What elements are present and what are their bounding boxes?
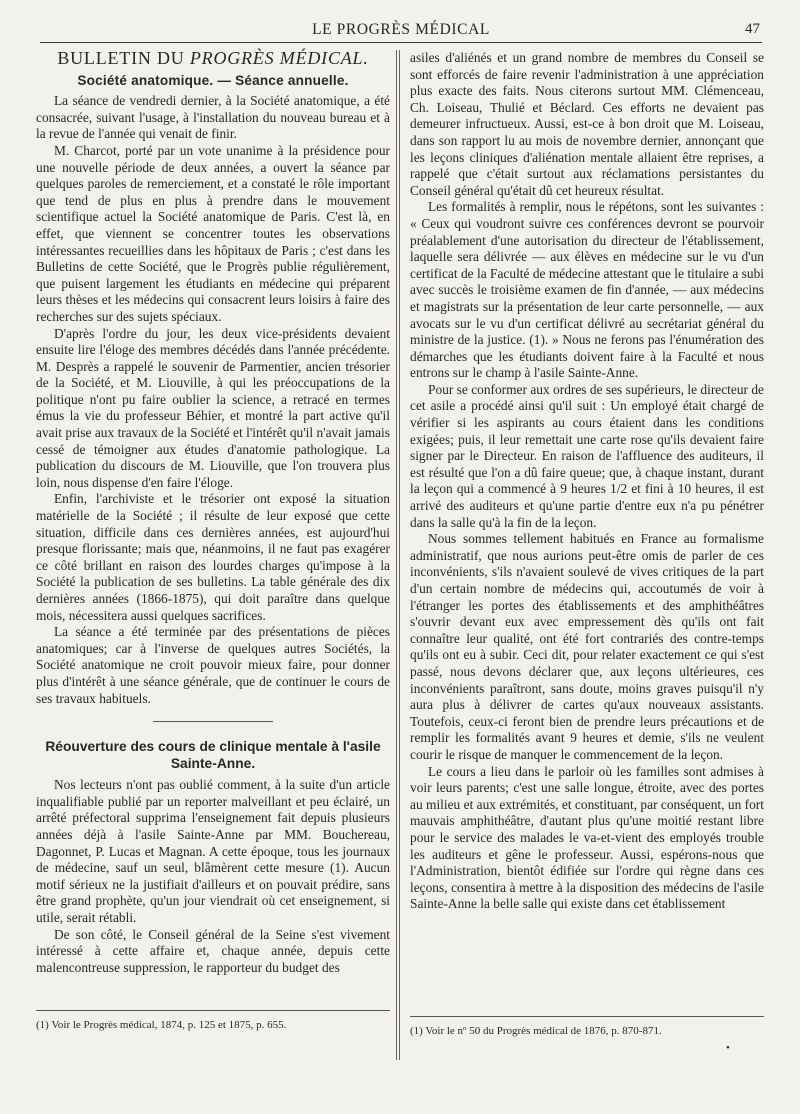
paragraph: De son côté, le Conseil général de la Seine s'est vivement intéressé à cette affaire et, chaque année, depuis cette malencontreuse suppression, le rapporteur du budget des: [36, 926, 390, 975]
footnote-rule: [410, 1016, 764, 1017]
page-header: [40, 20, 762, 43]
paragraph: M. Charcot, porté par un vote unanime à la présidence pour une nouvelle période de deux années, a ouvert la séance par quelques paroles de remerciement, et a constaté le rôle important que tend de plus en plus à prendre dans le mouvement scientifique actuel la Société anatomique de Paris. C'est là, en effet, que viennent se concentrer toutes les observations intéressantes recueillies dans les hôpitaux de Paris ; c'est dans les Bulletins de cette Société, que le Progrès publie régulièrement, que puisent largement les étudiants en médecine qui préparent leurs thèses et les médecins qui consacrent leurs loisirs à faire des recherches sur des sujets spéciaux.: [36, 142, 390, 324]
paragraph: Nous sommes tellement habitués en France au formalisme administratif, que nous aurions peut-être omis de parler de ces inconvénients, s'ils n'avaient soulevé de vives critiques de la part d'un certain nombre de médecins qui, accoutumés de voir à l'étranger les portes des établissements et des amphithéâtres s'ouvrir devant eux avec empressement dès qu'ils ont fait connaître leur qualité, ont été fort contrariés des contre-temps qu'ils ont eu à subir. Ceci dit, pour relater exactement ce qui s'est passé, nous devons déclarer que, aux leçons ultérieures, ces inconvénients paraîtront, sans doute, moins graves puisqu'il n'y aura plus à délivrer de cartes qu'aux nouveaux assistants. Toutefois, ceux-ci feront bien de prendre leurs précautions et de remplir les formalités avant 9 heures et demie, s'ils ne veulent courir le risque de manquer le commencement de la leçon.: [410, 531, 764, 762]
paragraph: Nos lecteurs n'ont pas oublié comment, à la suite d'un article inqualifiable publié par un reporter malveillant et peu éclairé, un arrêté préfectoral supprima l'enseignement fait depuis plusieurs années déjà à l'asile Sainte-Anne par MM. Bouchereau, Dagonnet, P. Lucas et Magnan. A cette époque, tous les journaux de médecine, sauf un seul, blâmèrent cette mesure (1). Aucun motif sérieux ne la justifiait d'ailleurs et on pouvait prédire, sans être grand prophète, qu'un jour viendrait où cet enseignement, si utile, serait rétabli.: [36, 777, 390, 925]
left-column: [36, 50, 390, 976]
paragraph: D'après l'ordre du jour, les deux vice-présidents devaient ensuite lire l'éloge des membres décédés dans l'année précédente. M. Desprès a rappelé le souvenir de Parmentier, ancien trésorier de la Société, et M. Liouville, à qui les préoccupations de la politique n'ont pu faire oublier la science, a retracé en termes émus la vie du professeur Béhier, et montré la part active qu'il avait prise aux travaux de la Société et l'intérêt qu'il n'avait jamais cessé de témoigner aux études d'anatomie pathologique. La publication du discours de M. Liouville, que l'on trouvera plus loin, nous dispense d'en faire l'éloge.: [36, 325, 390, 490]
paragraph: La séance de vendredi dernier, à la Société anatomique, a été consacrée, suivant l'usage, à l'installation du nouveau bureau et à la revue de l'année qui venait de finir.: [36, 93, 390, 142]
bulletin-title: [36, 50, 390, 67]
bulletin-title-journal: PROGRÈS MÉDICAL.: [189, 48, 369, 68]
printer-mark: •: [726, 1042, 730, 1054]
running-title: LE PROGRÈS MÉDICAL: [312, 21, 490, 38]
column-divider: [396, 50, 397, 1060]
section-heading: Société anatomique. — Séance annuelle.: [77, 72, 349, 88]
paragraph: Les formalités à remplir, nous le répétons, sont les suivantes : « Ceux qui voudront suivre ces conférences devront se pourvoir préalablement d'une autorisation du directeur de l'établissement, laquelle sera délivrée — aux élèves en médecine sur le vu d'un certificat de la Faculté de médecine attestant que le titulaire a subi avec succès le troisième examen de fin d'année, — aux médecins et magistrats sur la présentation de leur carte personnelle, — aux avocats sur le vu d'un certificat délivré au secrétariat général du ministre de la justice. (1). » Nous ne ferons pas l'énumération des démarches que les étudiants doivent faire à la Faculté et nous entrons sur le champ à l'asile Sainte-Anne.: [410, 199, 764, 381]
page-number: 47: [745, 21, 760, 37]
right-column: [410, 50, 764, 913]
footnote: (1) Voir le nº 50 du Progrès médical de 1876, p. 870-871.: [410, 1025, 662, 1037]
paragraph: Le cours a lieu dans le parloir où les familles sont admises à voir leurs parents; c'est une salle longue, étroite, avec des portes au milieu et aux extrémités, et constituant, par conséquent, un fort mauvais amphithéâtre, d'autant plus qu'une moitié restant libre pour le service des malades le va-et-vient des employés trouble les auditeurs et gêne le professeur. Aussi, espérons-nous que l'Administration, bientôt édifiée sur l'ordre qui règne dans ces leçons, consentira à mettre à la disposition des médecins de l'asile Sainte-Anne la belle salle qui existe dans cet établissement: [410, 763, 764, 912]
paragraph: Pour se conformer aux ordres de ses supérieurs, le directeur de cet asile a procédé ainsi qu'il suit : Un employé était chargé de vérifier si les aspirants au cours étaient dans les conditions exigées; puis, il leur remettait une carte rose qu'ils devaient faire signer par le Directeur. En raison de l'affluence des auditeurs, il est résulté que l'on a dû faire queue; que, à chaque instant, durant la leçon qui a commencé à 9 heures 1/2 et fini à 10 heures, il est arrivé des auditeurs et qu'une partie d'entre eux n'a pu pénétrer dans la salle qu'à la fin de la leçon.: [410, 381, 764, 530]
column-divider: [399, 50, 400, 1060]
footnote: (1) Voir le Progrès médical, 1874, p. 125 et 1875, p. 655.: [36, 1019, 287, 1031]
footnote-rule: [36, 1010, 390, 1011]
section-separator: [153, 721, 273, 722]
section-heading: Réouverture des cours de clinique mentale à l'asile Sainte-Anne.: [45, 739, 381, 772]
paragraph: La séance a été terminée par des présentations de pièces anatomiques; car à l'inverse de quelques autres Sociétés, la Société anatomique ne croit pouvoir mieux faire, pour donner plus d'intérêt à une séance générale, que de continuer le cours de ses travaux habituels.: [36, 624, 390, 706]
paragraph: Enfin, l'archiviste et le trésorier ont exposé la situation matérielle de la Société ; il résulte de leur exposé que cette situation, difficile dans ces dernières années, est aujourd'hui presque florissante; mais que, néanmoins, il ne faut pas exagérer ce côté brillant en raison des lourdes charges qu'impose à la Société la publication de ses bulletins. La table générale des dix dernières années (1866-1875), qui doit paraître dans quelque mois, nécessitera aussi quelques sacrifices.: [36, 491, 390, 623]
paragraph: asiles d'aliénés et un grand nombre de membres du Conseil se sont efforcés de faire revenir l'administration à une appréciation plus exacte des faits. Nous citerons surtout MM. Clémenceau, Ch. Loiseau, Thulié et Béclard. Ces efforts ne devaient pas demeurer infructueux. Aussi, est-ce à bon droit que M. Loiseau, dans son rapport lu au mois de novembre dernier, annonçant que les leçons cliniques d'aliénation mentale allaient être reprises, a rappelé que c'était surtout aux réclamations persistantes du Conseil général qu'était dû cet heureux résultat.: [410, 50, 764, 198]
bulletin-title-prefix: BULLETIN DU: [57, 48, 190, 68]
